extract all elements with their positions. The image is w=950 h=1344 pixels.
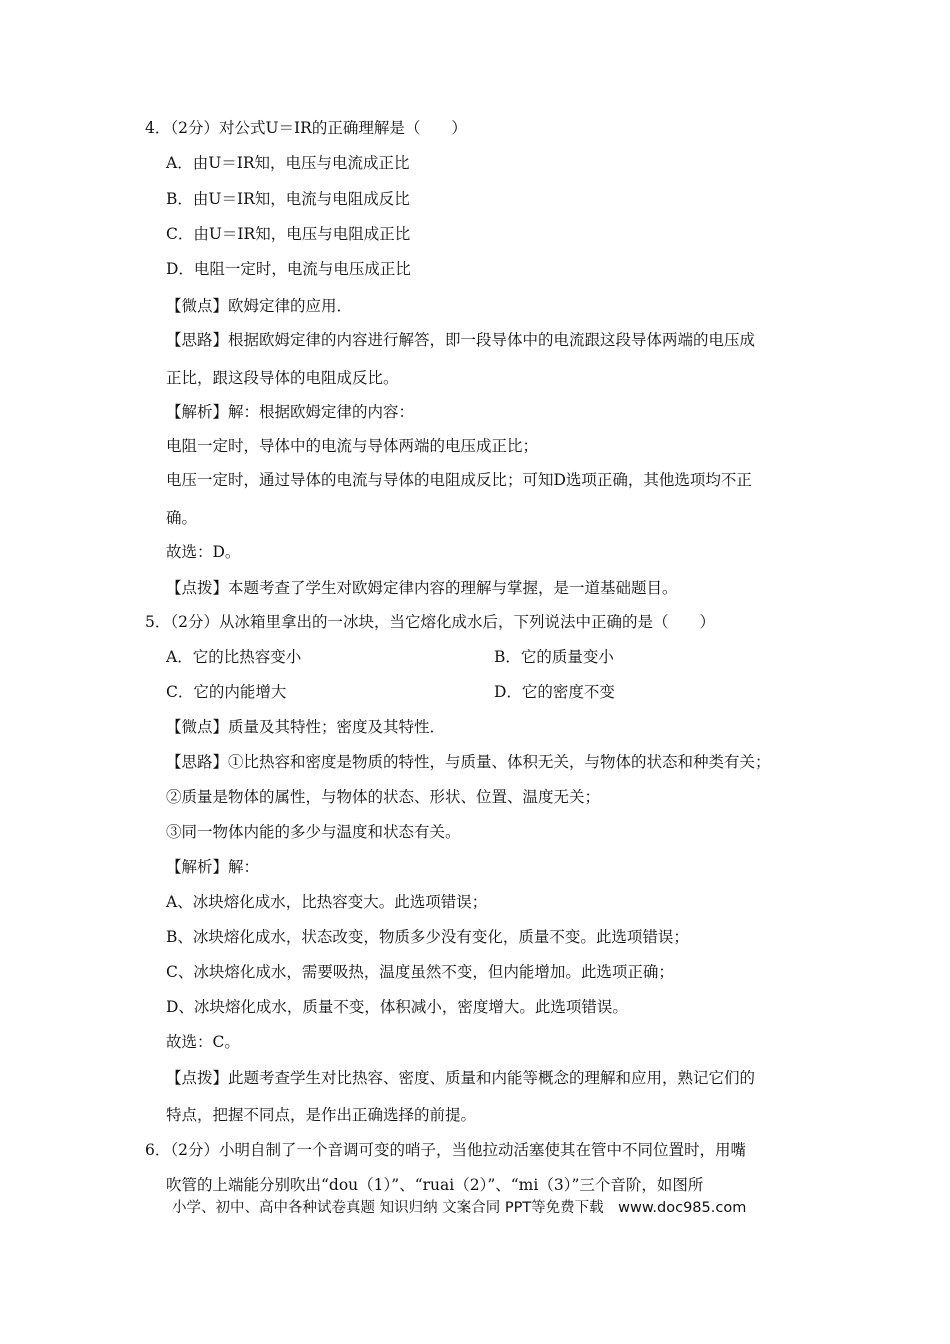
q5-silu-line-3: ③同一物体内能的多少与温度和状态有关。 (166, 823, 461, 841)
q4-stem: 4．（2分）对公式U＝IR的正确理解是（ ） (145, 119, 467, 137)
q5-jiexi-line-2: A、冰块熔化成水，比热容变大。此选项错误； (166, 893, 488, 911)
q5-silu-line-2: ②质量是物体的属性，与物体的状态、形状、位置、温度无关； (166, 788, 601, 806)
q4-jiexi-line-3: 电压一定时，通过导体的电流与导体的电阻成反比；可知D选项正确，其他选项均不正 (166, 471, 752, 489)
q4-jiexi-line-2: 电阻一定时，导体中的电流与导体两端的电压成正比； (166, 437, 539, 455)
q5-option-c: C．它的内能增大 (166, 683, 287, 701)
q5-weidian: 【微点】质量及其特性；密度及其特性． (166, 718, 446, 736)
q5-jiexi-line-1: 【解析】解： (166, 858, 260, 876)
q5-dianbo-line-1: 【点拨】此题考查学生对比热容、密度、质量和内能等概念的理解和应用，熟记它们的 (166, 1069, 756, 1087)
q5-jiexi-line-3: B、冰块熔化成水，状态改变，物质多少没有变化，质量不变。此选项错误； (166, 928, 689, 946)
q4-option-a: A．由U＝IR知，电压与电流成正比 (166, 154, 410, 172)
q6-stem-line-2: 吹管的上端能分别吹出“dou（1）”、“ruai（2）”、“mi（3）”三个音阶，如图所 (166, 1176, 704, 1194)
q4-jiexi-line-1: 【解析】解：根据欧姆定律的内容： (166, 403, 415, 421)
q4-silu-line-1: 【思路】根据欧姆定律的内容进行解答，即一段导体中的电流跟这段导体两端的电压成 (166, 331, 756, 349)
q4-silu-line-2: 正比，跟这段导体的电阻成反比。 (166, 369, 399, 387)
q5-option-b: B．它的质量变小 (494, 648, 614, 666)
q5-silu-line-1: 【思路】①比热容和密度是物质的特性，与质量、体积无关，与物体的状态和种类有关； (166, 753, 771, 771)
q4-answer: 故选：D。 (166, 543, 241, 561)
q5-jiexi-line-4: C、冰块熔化成水，需要吸热，温度虽然不变，但内能增加。此选项正确； (166, 963, 674, 981)
q4-option-d: D．电阻一定时，电流与电压成正比 (166, 260, 411, 278)
q5-jiexi-line-5: D、冰块熔化成水，质量不变，体积减小，密度增大。此选项错误。 (166, 998, 628, 1016)
q6-stem-line-1: 6．（2分）小明自制了一个音调可变的哨子，当他拉动活塞使其在管中不同位置时，用嘴 (145, 1141, 746, 1159)
q4-dianbo: 【点拨】本题考查了学生对欧姆定律内容的理解与掌握，是一道基础题目。 (166, 579, 678, 597)
footer-download-line: 小学、初中、高中各种试卷真题 知识归纳 文案合同 PPT等免费下载 www.doc985.com (172, 1200, 747, 1216)
q5-option-d: D．它的密度不变 (494, 683, 615, 701)
q4-weidian: 【微点】欧姆定律的应用． (166, 297, 353, 315)
q4-jiexi-line-4: 确。 (166, 509, 198, 527)
q5-stem: 5．（2分）从冰箱里拿出的一冰块，当它熔化成水后，下列说法中正确的是（ ） (145, 613, 715, 631)
q5-answer: 故选：C。 (166, 1033, 240, 1051)
q4-option-b: B．由U＝IR知，电流与电阻成反比 (166, 190, 410, 208)
q5-option-a: A．它的比热容变小 (166, 648, 302, 666)
q5-dianbo-line-2: 特点，把握不同点，是作出正确选择的前提。 (166, 1106, 477, 1124)
q4-option-c: C．由U＝IR知，电压与电阻成正比 (166, 225, 411, 243)
